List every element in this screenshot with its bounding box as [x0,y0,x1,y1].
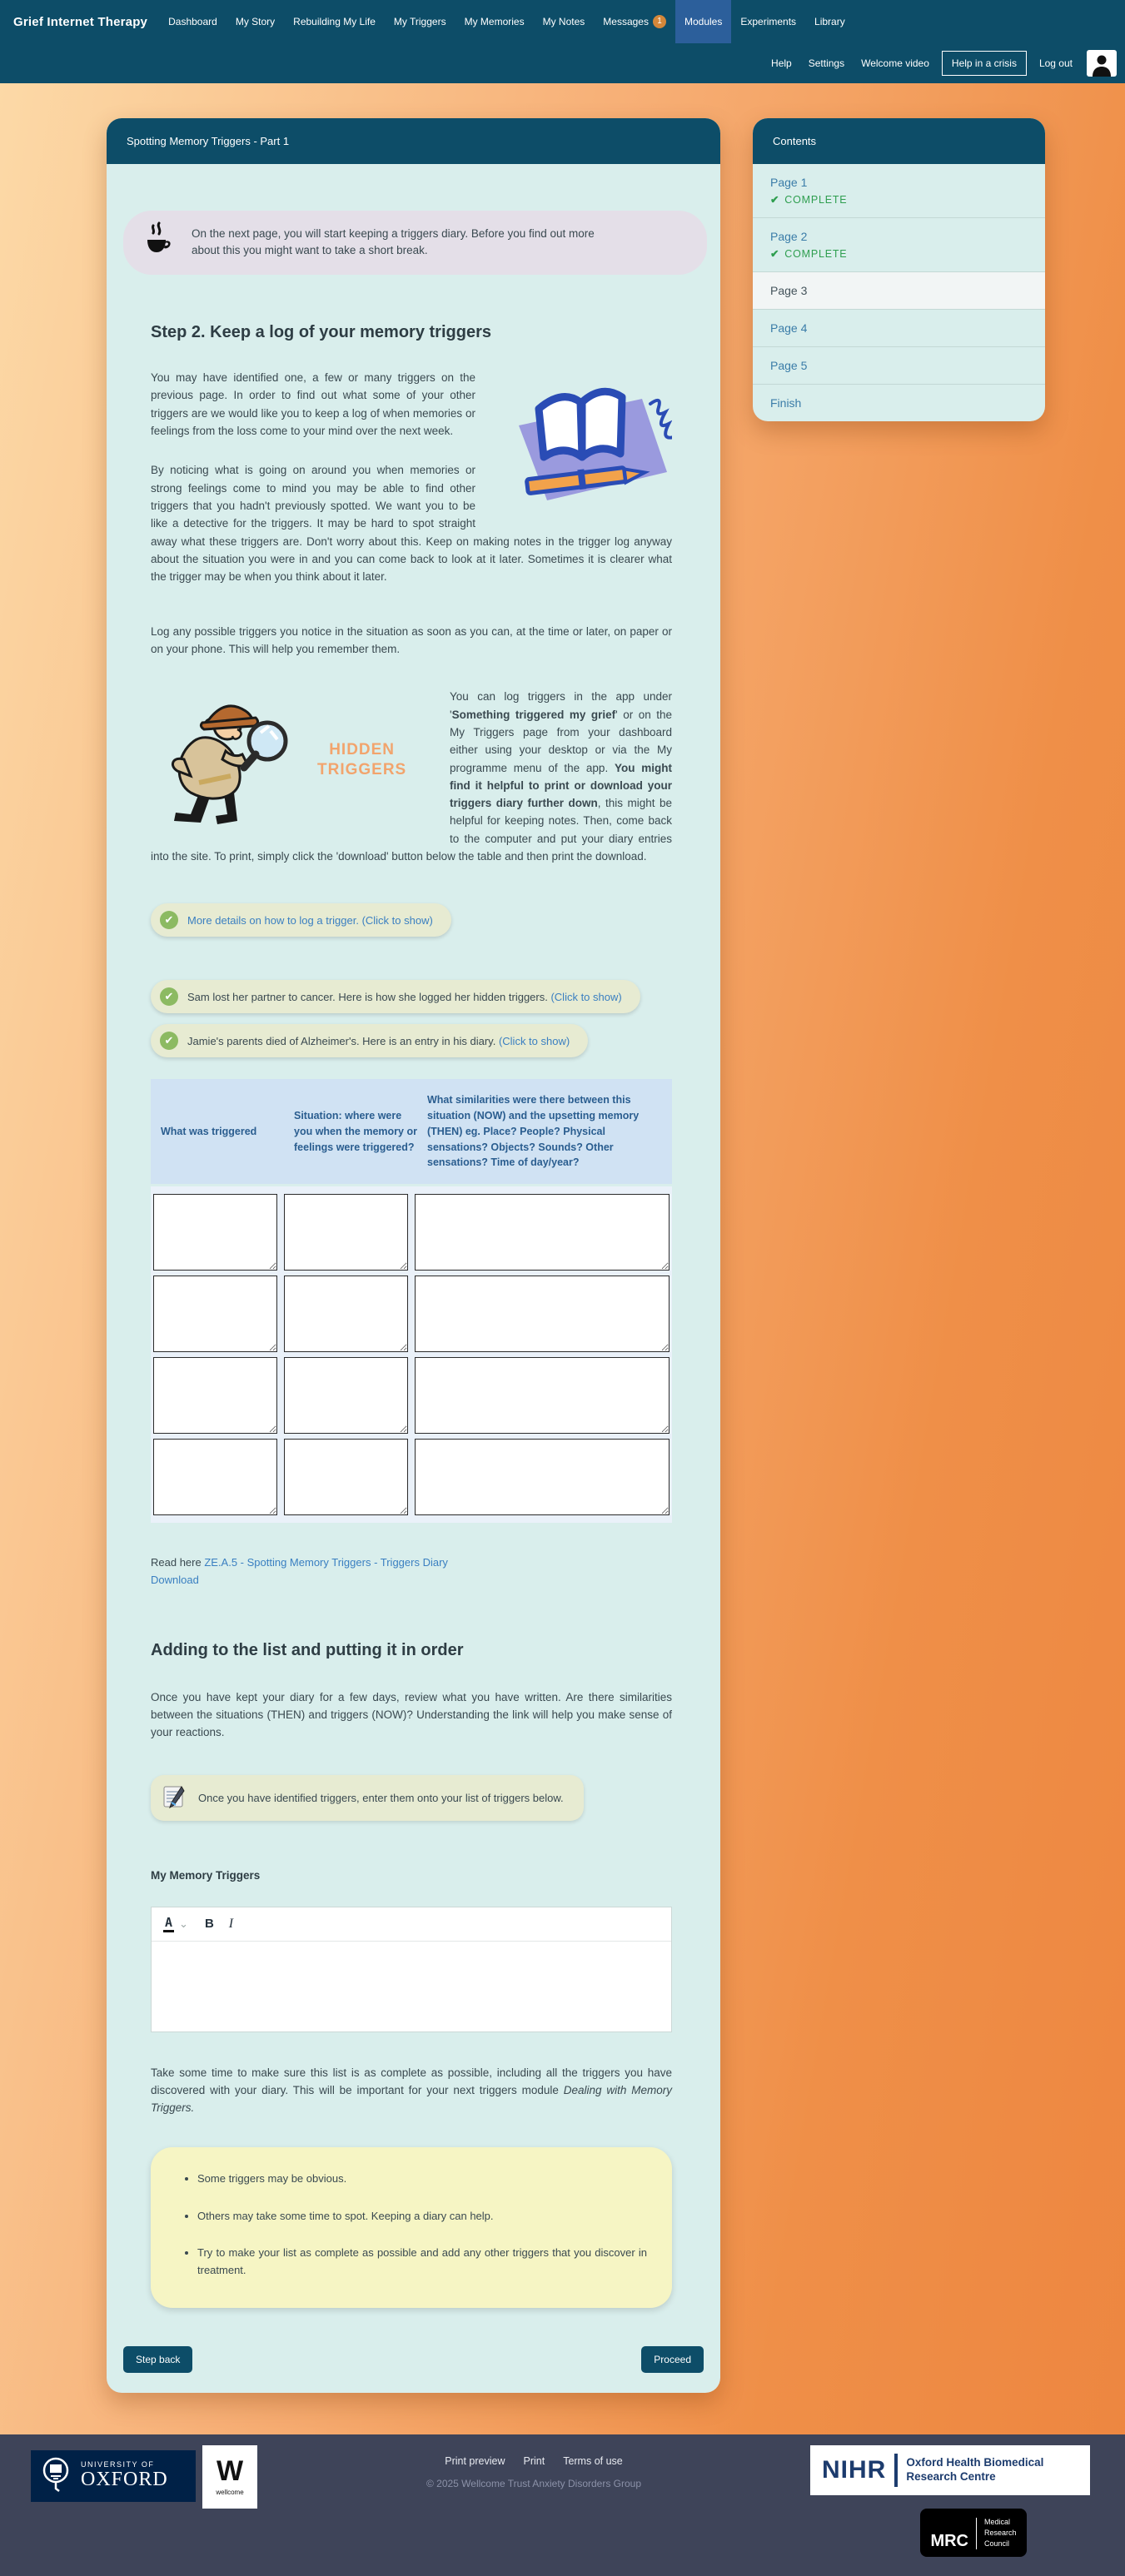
italic-button[interactable]: I [228,1916,234,1931]
toggle-sam-example-label: Sam lost her partner to cancer. Here is how she logged her hidden triggers. (Click to show) [187,990,622,1003]
para-log: Log any possible triggers you notice in the situation as soon as you can, at the time or later, on paper or on your phone. This will help you remember them. [151,624,672,655]
diary-col-situation: Situation: where were you when the memory or feelings were triggered? [294,1110,417,1153]
check-circle-icon: ✔ [160,1032,178,1050]
triggers-diary-table [151,1079,672,1523]
page-3-link[interactable]: Page 3 [770,284,808,297]
my-memory-triggers-label: My Memory Triggers [151,1868,261,1882]
read-here-label: Read here [151,1556,205,1569]
page-1-status: ✔ COMPLETE [770,194,848,206]
toggle-sam-example[interactable] [151,980,640,1013]
oxford-crest-icon [39,2454,72,2497]
app-note-text: You can log triggers in the app under 'Something triggered my grief' or on the My Triggers page from your dashboard either using your desktop or via the My programme menu of the app. You might find it helpful to print or download your triggers diary further down, this might be helpful for keeping notes. Then, come back to the computer and put your diary entries into the site. To print, simply click the 'download' button below the table and then print the download. [151,690,672,863]
diary-cell-situation-3[interactable] [284,1357,408,1434]
nav-item-experiments[interactable]: Experiments [740,16,797,27]
nav-item-messages[interactable] [594,0,675,43]
diary-book-illustration [495,374,672,513]
diary-row [153,1355,670,1436]
hidden-triggers-label: HIDDEN TRIGGERS [317,741,407,779]
app-note-block [151,688,672,865]
page-footer [0,2434,1125,2576]
break-note [123,211,707,275]
brand-title[interactable]: Grief Internet Therapy [13,14,148,29]
terms-of-use-link[interactable]: Terms of use [563,2454,623,2467]
diary-table-header [151,1079,672,1184]
check-circle-icon: ✔ [160,911,178,929]
mrc-logo-text: Medical Research Council [984,2517,1017,2548]
diary-cell-similarities-4[interactable] [415,1439,670,1515]
step-heading: Step 2. Keep a log of your memory triggers [151,322,491,341]
contents-item-page-2[interactable] [753,218,1045,272]
tip-item: • Others may take some time to spot. Keeping a diary can help. [197,2208,647,2225]
diary-cell-what-4[interactable] [153,1439,277,1515]
read-download-block [151,1554,672,1589]
para-review: Once you have kept your diary for a few days, review what you have written. Are there similarities between the situations (THEN) and triggers (NOW)? Understanding the link will help you make sense of your reactions. [151,1690,672,1739]
diary-col-similarities: What similarities were there between this situation (NOW) and the upsetting memory (THEN) eg. Place? People? Physical sensations? Objects? Sounds? Other sensations? Time of day/year? [427,1094,640,1169]
text-color-button[interactable]: A [163,1915,174,1932]
memory-triggers-editor [151,1907,672,2032]
enter-triggers-note-text: Once you have identified triggers, enter them onto your list of triggers below. [198,1791,564,1804]
diary-cell-what-3[interactable] [153,1357,277,1434]
para-complete: Take some time to make sure this list is as complete as possible, including all the triggers you have discovered with your diary. This will be important for your next triggers module Dealing with Memory Triggers. [151,2066,672,2115]
diary-cell-situation-4[interactable] [284,1439,408,1515]
page-actions [107,2308,720,2393]
print-preview-link[interactable]: Print preview [445,2454,505,2467]
editor-text-area[interactable] [152,1942,671,2031]
nav-item-my-memories[interactable]: My Memories [464,16,525,27]
check-circle-icon: ✔ [160,987,178,1006]
diary-table-rows [151,1186,672,1523]
diary-col-what: What was triggered [161,1125,257,1137]
detective-illustration [151,689,438,831]
print-link[interactable]: Print [523,2454,545,2467]
page-4-link[interactable]: Page 4 [770,321,808,335]
footer-links [257,2455,810,2467]
adding-heading: Adding to the list and putting it in order [151,1640,464,1659]
tip-item: • Try to make your list as complete as possible and add any other triggers that you discover in treatment. [197,2245,647,2280]
download-link[interactable]: Download [151,1574,199,1587]
page-2-status: ✔ COMPLETE [770,248,848,260]
contents-sidebar [753,118,1045,421]
bold-button[interactable]: B [204,1917,214,1932]
page-5-link[interactable]: Page 5 [770,359,808,372]
notepad-pencil-icon [162,1784,187,1812]
nav-item-library[interactable]: Library [814,16,845,27]
editor-toolbar [152,1907,671,1942]
chevron-down-icon[interactable]: ⌄ [179,1917,188,1930]
diary-cell-similarities-2[interactable] [415,1276,670,1352]
diary-cell-similarities-3[interactable] [415,1357,670,1434]
tip-item: • Some triggers may be obvious. [197,2171,647,2188]
step-back-button[interactable]: Step back [123,2346,192,2373]
module-card [107,118,720,2393]
diary-cell-what-1[interactable] [153,1194,277,1271]
para-identified: You may have identified one, a few or many triggers on the previous page. In order to find out what some of your other triggers are we would like you to keep a log of when memories or feelings from the loss come to your mind over the next week. [151,370,475,437]
diary-cell-situation-1[interactable] [284,1194,408,1271]
diary-cell-similarities-1[interactable] [415,1194,670,1271]
diary-row [153,1436,670,1518]
nav-item-help[interactable]: Help [771,57,792,69]
nav-item-help-in-a-crisis[interactable]: Help in a crisis [942,51,1027,76]
contents-item-finish[interactable] [753,385,1045,421]
nav-item-my-story[interactable]: My Story [235,16,276,27]
nav-item-welcome-video[interactable]: Welcome video [861,57,929,69]
page-layout [0,83,1125,2393]
para-noticing: By noticing what is going on around you when memories or strong feelings come to mind you may be able to find other triggers that you hadn't previously spotted. We want you to be like a detective for the triggers. It may be hard to spot straight away what these triggers are. Don't worry about this. Keep on making notes in the trigger log anyway about the situation you were in and you can come back to look at it later. Sometimes it is clearer what the trigger may be when you think about it later. [151,464,672,584]
page-1-link[interactable]: Page 1 [770,176,808,189]
finish-link[interactable]: Finish [770,396,802,410]
oxford-logo-text: UNIVERSITY OF OXFORD [81,2460,168,2491]
wellcome-trust-logo[interactable]: W wellcome [202,2445,257,2509]
coffee-cup-icon [142,221,175,264]
mrc-logo-divider [976,2518,977,2549]
toggle-more-details[interactable] [151,903,451,937]
nav-item-rebuilding-my-life[interactable]: Rebuilding My Life [293,16,376,27]
nav-item-my-triggers[interactable]: My Triggers [393,16,446,27]
nav-item-settings[interactable]: Settings [808,57,845,69]
nihr-logo[interactable]: NIHR Oxford Health Biomedical Research Centre [810,2445,1090,2495]
intro-block [151,369,672,586]
top-nav [0,0,1125,83]
page-2-link[interactable]: Page 2 [770,230,808,243]
toggle-more-details-label: More details on how to log a trigger. (Click to show) [187,913,433,927]
primary-nav-row [0,0,1125,43]
contents-item-page-4[interactable] [753,310,1045,347]
contents-list [753,164,1045,421]
nav-item-my-notes[interactable]: My Notes [542,16,585,27]
nihr-logo-divider [894,2454,898,2487]
contents-item-page-1[interactable] [753,164,1045,218]
secondary-nav-row [0,43,1125,83]
nav-item-dashboard[interactable]: Dashboard [168,16,217,27]
nav-item-modules[interactable]: Modules [675,0,731,43]
diary-row [153,1273,670,1355]
contents-title: Contents [753,118,1045,164]
mrc-logo[interactable]: MRC Medical Research Council [920,2509,1026,2557]
messages-badge: 1 [653,15,666,28]
nav-item-messages-label: Messages [603,16,649,27]
proceed-button[interactable]: Proceed [641,2346,704,2373]
triggers-diary-link[interactable]: ZE.A.5 - Spotting Memory Triggers - Triggers Diary [204,1556,448,1569]
footer-logos-left [31,2445,257,2509]
diary-cell-what-2[interactable] [153,1276,277,1352]
toggle-jamie-example-label: Jamie's parents died of Alzheimer's. Here is an entry in his diary. (Click to show) [187,1034,570,1047]
tips-box [151,2147,672,2308]
toggle-jamie-example[interactable] [151,1024,588,1057]
footer-center [257,2445,810,2489]
check-icon: ✔ [770,248,780,260]
user-avatar-icon[interactable] [1087,50,1117,77]
contents-item-page-5[interactable] [753,347,1045,385]
module-card-title: Spotting Memory Triggers - Part 1 [107,118,720,164]
copyright-text: © 2025 Wellcome Trust Anxiety Disorders Group [426,2477,642,2489]
check-icon: ✔ [770,194,780,206]
break-note-text: On the next page, you will start keeping a triggers diary. Before you find out more about this you might want to take a short break. [192,226,595,257]
oxford-university-logo[interactable] [31,2450,196,2502]
contents-item-page-3[interactable] [753,272,1045,310]
footer-logos-right [810,2445,1090,2557]
nav-item-log-out[interactable]: Log out [1038,57,1073,69]
diary-cell-situation-2[interactable] [284,1276,408,1352]
module-card-body [107,164,720,2393]
enter-triggers-note [151,1775,584,1821]
diary-row [153,1191,670,1273]
